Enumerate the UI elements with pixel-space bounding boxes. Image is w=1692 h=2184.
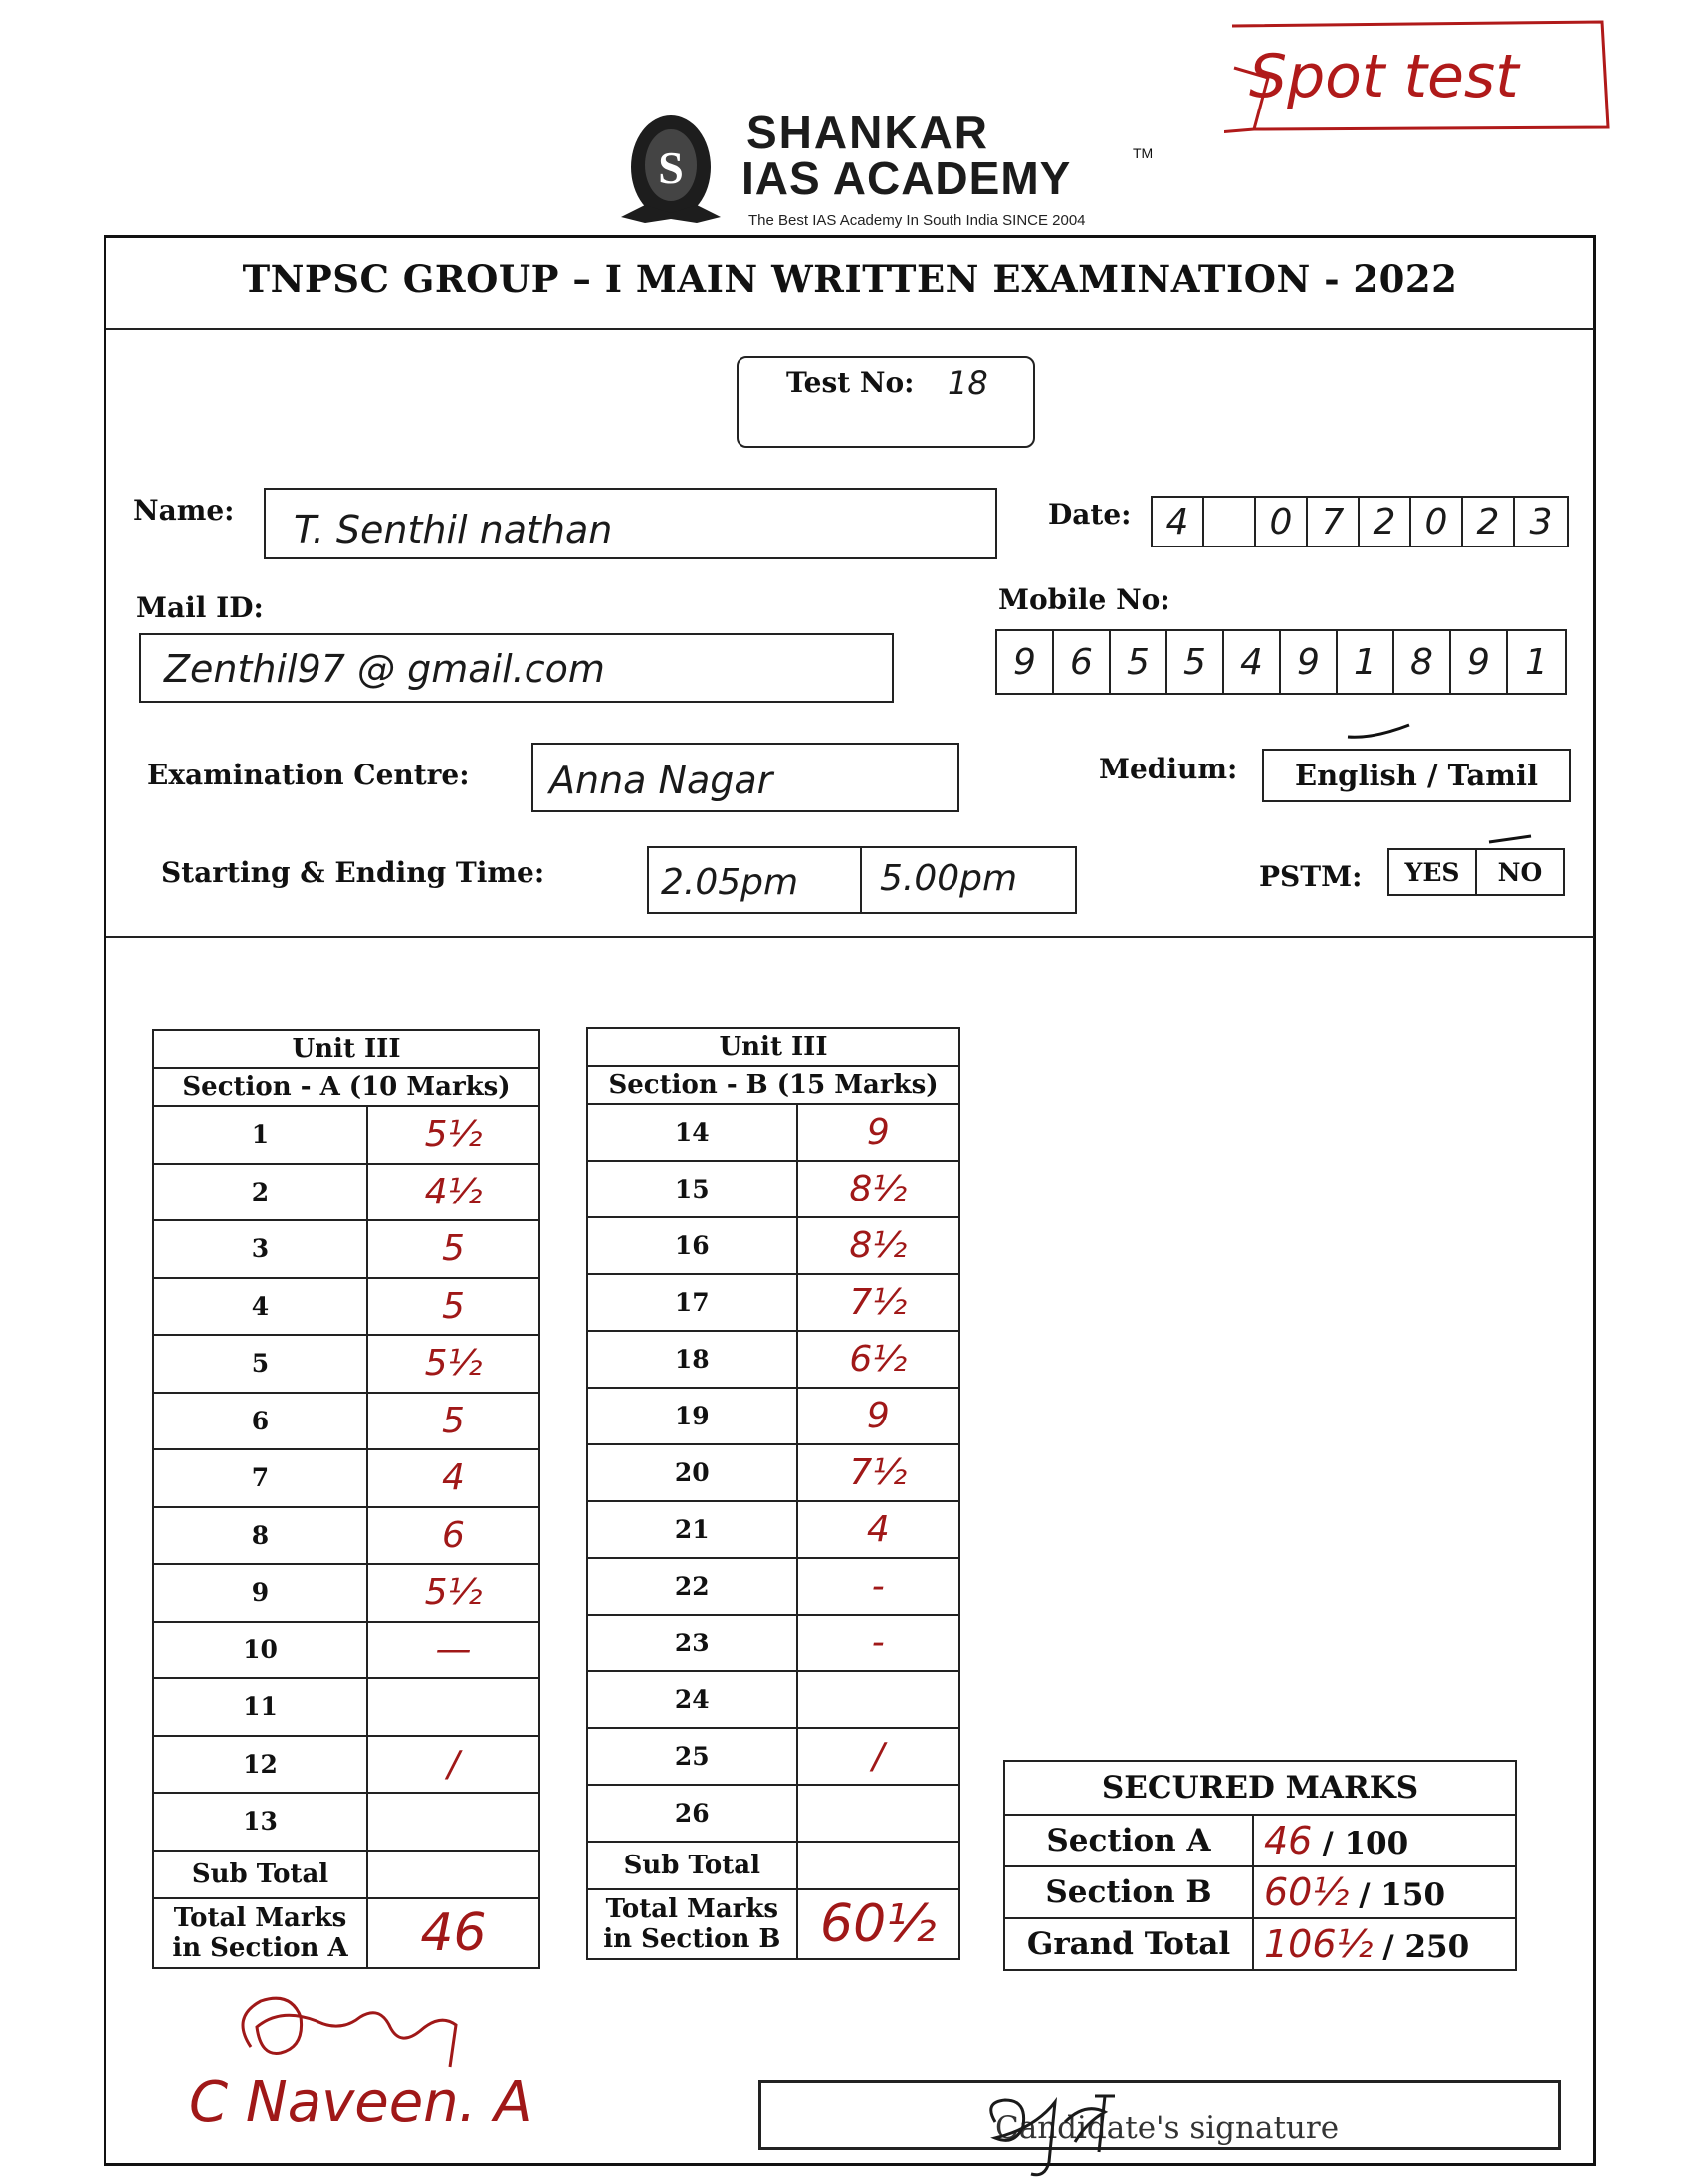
question-mark[interactable]: 6½ xyxy=(797,1331,959,1388)
question-mark[interactable]: 9 xyxy=(797,1104,959,1161)
academy-logo-icon xyxy=(615,109,727,229)
spot-test-stamp: Spot test xyxy=(1249,42,1519,111)
question-number: 8 xyxy=(153,1507,367,1565)
question-mark[interactable]: / xyxy=(797,1728,959,1785)
date-digit: 2 xyxy=(1463,498,1515,546)
question-mark[interactable]: 4 xyxy=(367,1449,539,1507)
question-mark[interactable]: 5 xyxy=(367,1220,539,1278)
question-number: 23 xyxy=(587,1615,797,1671)
question-number: 16 xyxy=(587,1217,797,1274)
mobile-digit: 9 xyxy=(1281,631,1338,693)
unit-row xyxy=(587,1028,959,1066)
mobile-digit: 8 xyxy=(1394,631,1451,693)
subtotal-label: Sub Total xyxy=(153,1851,367,1898)
question-mark[interactable]: 8½ xyxy=(797,1161,959,1217)
question-row xyxy=(153,1507,539,1565)
question-row xyxy=(587,1161,959,1217)
question-row xyxy=(587,1388,959,1444)
question-mark[interactable] xyxy=(797,1671,959,1728)
date-field[interactable] xyxy=(1151,496,1569,547)
date-digit: 0 xyxy=(1411,498,1463,546)
question-number: 11 xyxy=(153,1678,367,1736)
question-number: 5 xyxy=(153,1335,367,1393)
pstm-selected-tick-icon xyxy=(1485,830,1535,846)
question-row xyxy=(587,1671,959,1728)
question-mark[interactable]: — xyxy=(367,1622,539,1679)
exam-title: TNPSC GROUP – I MAIN WRITTEN EXAMINATION - 2022 xyxy=(242,257,1458,301)
question-mark[interactable]: 5½ xyxy=(367,1564,539,1622)
question-number: 3 xyxy=(153,1220,367,1278)
name-label: Name: xyxy=(133,494,235,527)
section-heading: Section - B (15 Marks) xyxy=(587,1066,959,1104)
question-row xyxy=(153,1449,539,1507)
question-number: 10 xyxy=(153,1622,367,1679)
question-number: 18 xyxy=(587,1331,797,1388)
question-number: 17 xyxy=(587,1274,797,1331)
total-label-line1: Total Marks xyxy=(605,1894,779,1924)
secured-score: 46 xyxy=(1264,1819,1313,1862)
secured-marks-title: SECURED MARKS xyxy=(1004,1761,1516,1815)
question-row xyxy=(587,1104,959,1161)
question-row xyxy=(587,1501,959,1558)
section-total-value[interactable]: 60½ xyxy=(797,1889,959,1959)
mobile-label: Mobile No: xyxy=(998,583,1170,616)
question-number: 21 xyxy=(587,1501,797,1558)
section-total-value[interactable]: 46 xyxy=(367,1898,539,1968)
unit-heading: Unit III xyxy=(587,1028,959,1066)
timing-label: Starting & Ending Time: xyxy=(161,856,545,889)
date-digit: 3 xyxy=(1529,501,1553,543)
centre-value: Anna Nagar xyxy=(549,759,773,802)
question-row xyxy=(587,1444,959,1501)
medium-selected-tick-icon xyxy=(1344,719,1413,743)
question-mark[interactable]: - xyxy=(797,1615,959,1671)
test-number-label: Test No: xyxy=(786,366,915,399)
total-row xyxy=(153,1898,539,1968)
question-mark[interactable]: 5 xyxy=(367,1278,539,1336)
question-row xyxy=(587,1728,959,1785)
pstm-label: PSTM: xyxy=(1259,860,1363,893)
unit-row xyxy=(153,1030,539,1068)
section-heading: Section - A (10 Marks) xyxy=(153,1068,539,1106)
date-digit: 2 xyxy=(1360,498,1411,546)
question-row xyxy=(153,1622,539,1679)
question-mark[interactable]: 7½ xyxy=(797,1274,959,1331)
test-number-value: 18 xyxy=(948,364,988,402)
question-number: 26 xyxy=(587,1785,797,1842)
secured-row xyxy=(1004,1866,1516,1918)
title-divider xyxy=(106,328,1594,330)
question-number: 22 xyxy=(587,1558,797,1615)
question-mark[interactable]: 5 xyxy=(367,1393,539,1450)
mobile-digit: 1 xyxy=(1338,631,1394,693)
total-row xyxy=(587,1889,959,1959)
subtotal-row xyxy=(153,1851,539,1898)
date-label: Date: xyxy=(1048,498,1132,531)
subtotal-row xyxy=(587,1842,959,1889)
total-label xyxy=(587,1889,797,1959)
mobile-digit: 5 xyxy=(1167,631,1224,693)
secured-max: / 100 xyxy=(1322,1826,1409,1861)
secured-row-value[interactable] xyxy=(1253,1815,1516,1866)
question-number: 12 xyxy=(153,1736,367,1794)
date-digit: 7 xyxy=(1308,498,1360,546)
question-mark[interactable]: 5½ xyxy=(367,1335,539,1393)
total-label-line2: in Section B xyxy=(603,1924,781,1954)
unit-heading: Unit III xyxy=(153,1030,539,1068)
trademark-mark: TM xyxy=(1133,145,1154,161)
total-label-line1: Total Marks xyxy=(173,1902,347,1933)
question-number: 9 xyxy=(153,1564,367,1622)
question-number: 24 xyxy=(587,1671,797,1728)
pstm-options xyxy=(1387,848,1565,896)
mobile-digit: 4 xyxy=(1224,631,1281,693)
question-row xyxy=(587,1558,959,1615)
question-mark[interactable] xyxy=(367,1678,539,1736)
question-mark[interactable]: 6 xyxy=(367,1507,539,1565)
question-number: 25 xyxy=(587,1728,797,1785)
mobile-field[interactable] xyxy=(995,629,1567,695)
mobile-digit: 6 xyxy=(1054,631,1111,693)
secured-row xyxy=(1004,1918,1516,1970)
question-mark[interactable] xyxy=(797,1785,959,1842)
mobile-digit: 9 xyxy=(997,631,1054,693)
question-row xyxy=(153,1393,539,1450)
question-row xyxy=(587,1331,959,1388)
question-row xyxy=(587,1785,959,1842)
secured-marks-table xyxy=(1003,1760,1517,1971)
centre-label: Examination Centre: xyxy=(147,759,470,791)
secured-title-row xyxy=(1004,1761,1516,1815)
question-mark[interactable] xyxy=(367,1793,539,1851)
secured-score: 106½ xyxy=(1264,1922,1374,1966)
secured-row-value[interactable] xyxy=(1253,1918,1516,1970)
question-number: 7 xyxy=(153,1449,367,1507)
question-row xyxy=(153,1220,539,1278)
mobile-digit: 1 xyxy=(1525,641,1548,683)
mail-label: Mail ID: xyxy=(136,591,264,624)
date-digit: 4 xyxy=(1153,498,1204,546)
question-mark[interactable]: 4½ xyxy=(367,1164,539,1221)
question-mark[interactable]: 5½ xyxy=(367,1106,539,1164)
question-row xyxy=(153,1164,539,1221)
question-row xyxy=(153,1793,539,1851)
question-mark[interactable]: - xyxy=(797,1558,959,1615)
question-row xyxy=(153,1106,539,1164)
medium-label: Medium: xyxy=(1099,753,1238,785)
section-header-row xyxy=(153,1068,539,1106)
pstm-yes-option[interactable]: YES xyxy=(1389,850,1477,894)
date-digit xyxy=(1204,498,1256,546)
question-row xyxy=(153,1678,539,1736)
question-row xyxy=(587,1615,959,1671)
secured-row-label: Section B xyxy=(1004,1866,1253,1918)
subtotal-value[interactable] xyxy=(797,1842,959,1889)
question-number: 2 xyxy=(153,1164,367,1221)
medium-field[interactable]: English / Tamil xyxy=(1262,749,1571,802)
secured-row xyxy=(1004,1815,1516,1866)
secured-score: 60½ xyxy=(1264,1870,1350,1914)
question-mark[interactable]: 7½ xyxy=(797,1444,959,1501)
question-number: 20 xyxy=(587,1444,797,1501)
question-row xyxy=(587,1274,959,1331)
question-number: 1 xyxy=(153,1106,367,1164)
logo-letter: S xyxy=(658,142,684,193)
question-row xyxy=(153,1335,539,1393)
mail-value: Zenthil97 @ gmail.com xyxy=(164,647,605,691)
secured-row-label: Section A xyxy=(1004,1815,1253,1866)
question-row xyxy=(153,1564,539,1622)
question-number: 6 xyxy=(153,1393,367,1450)
question-row xyxy=(587,1217,959,1274)
question-number: 4 xyxy=(153,1278,367,1336)
subtotal-value[interactable] xyxy=(367,1851,539,1898)
brand-tagline: The Best IAS Academy In South India SINCE 2004 xyxy=(748,212,1086,229)
mobile-digit: 9 xyxy=(1451,631,1508,693)
candidate-signature-icon xyxy=(975,2082,1145,2182)
brand-name-line1: SHANKAR xyxy=(746,107,989,158)
pstm-no-option[interactable]: NO xyxy=(1497,857,1543,887)
question-mark[interactable]: 9 xyxy=(797,1388,959,1444)
question-number: 13 xyxy=(153,1793,367,1851)
question-number: 14 xyxy=(587,1104,797,1161)
secured-max: / 150 xyxy=(1359,1877,1446,1913)
date-digit: 0 xyxy=(1256,498,1308,546)
subtotal-label: Sub Total xyxy=(587,1842,797,1889)
total-label xyxy=(153,1898,367,1968)
mobile-digit: 5 xyxy=(1111,631,1167,693)
end-time-value: 5.00pm xyxy=(880,858,1018,899)
section-header-row xyxy=(587,1066,959,1104)
name-value: T. Senthil nathan xyxy=(294,508,613,551)
secured-max: / 250 xyxy=(1382,1929,1470,1965)
secured-row-label: Grand Total xyxy=(1004,1918,1253,1970)
question-number: 19 xyxy=(587,1388,797,1444)
question-mark[interactable]: 8½ xyxy=(797,1217,959,1274)
total-label-line2: in Section A xyxy=(172,1932,348,1963)
evaluator-signature-icon xyxy=(221,1987,480,2073)
question-number: 15 xyxy=(587,1161,797,1217)
question-row xyxy=(153,1278,539,1336)
question-row xyxy=(153,1736,539,1794)
section-b-table xyxy=(586,1027,960,1960)
question-mark[interactable]: 4 xyxy=(797,1501,959,1558)
details-divider xyxy=(106,936,1594,938)
secured-row-value[interactable] xyxy=(1253,1866,1516,1918)
section-a-table xyxy=(152,1029,540,1969)
evaluator-name: C Naveen. A xyxy=(189,2071,532,2135)
question-mark[interactable]: / xyxy=(367,1736,539,1794)
candidate-signature-label: Candidate's signature xyxy=(995,2110,1340,2146)
start-time-value: 2.05pm xyxy=(661,862,799,903)
brand-name-line2: IAS ACADEMY xyxy=(741,152,1072,204)
